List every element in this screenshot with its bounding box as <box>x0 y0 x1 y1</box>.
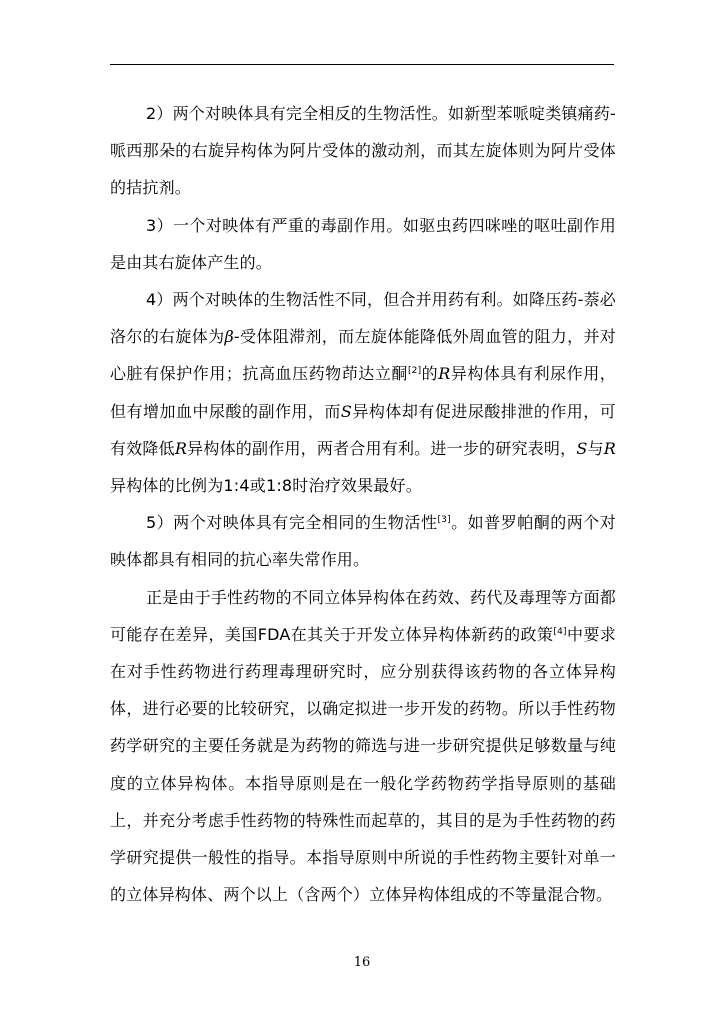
r-label: R <box>438 364 451 384</box>
p4-text-f: 异构体的副作用，两者合用有利。进一步的研究表明， <box>187 438 577 458</box>
p4-text-h: 异构体的比例为1:4或1:8时治疗效果最好。 <box>110 476 422 496</box>
paragraph-4 <box>110 281 616 504</box>
p4-text-e: 异构体却有促进尿酸排泄的作用，可有效降低 <box>110 401 616 458</box>
p4-text-c: 的 <box>421 364 439 384</box>
p6-text-b: 中要求在对手性药物进行药理毒理研究时，应分别获得该药物的各立体异构体，进行必要的比较研究，以确定拟进一步开发的药物。所以手性药物药学研究的主要任务就是为药物的筛选与进一步研究提供足够数量与纯度的立体异构体。本指导原则是在一般化学药物药学指导原则的基础上，并充分考虑手性药物的特殊性而起草的，其目的是为手性药物的药学研究提供一般性的指导。本指导原则中所说的手性药物主要针对单一的立体异构体、两个以上（含两个）立体异构体组成的不等量混合物。 <box>110 624 616 905</box>
page-number: 16 <box>353 955 371 970</box>
r-label: R <box>603 438 616 458</box>
reference-3: [3] <box>437 515 451 526</box>
p6-text-a: 正是由于手性药物的不同立体异构体在药效、药代及毒理等方面都可能存在差异，美国FDA在其关于开发立体异构体新药的政策 <box>110 587 616 644</box>
reference-4: [4] <box>553 626 567 637</box>
header-rule <box>110 64 614 65</box>
paragraph-3: 3）一个对映体有严重的毒副作用。如驱虫药四咪唑的呕吐副作用是由其右旋体产生的。 <box>110 215 616 272</box>
p4-text-a: 4）两个对映体的生物活性不同，但合并用药有利。如降压药-萘必洛尔的右旋体为 <box>110 290 616 347</box>
s-label: S <box>576 438 588 458</box>
p5-text-b: 。如普罗帕酮的两个对映体都具有相同的抗心率失常作用。 <box>110 513 616 570</box>
paragraph-5 <box>110 504 616 578</box>
body-text <box>110 95 616 913</box>
p4-text-b: -受体阻滞剂，而左旋体能降低外周血管的阻力，并对心脏有保护作用；抗高血压药物茚达立酮 <box>110 327 616 384</box>
beta-symbol: β <box>224 327 234 347</box>
reference-2: [2] <box>407 366 422 377</box>
paragraph-6 <box>110 579 616 914</box>
r-label: R <box>174 438 188 458</box>
p4-text-g: 与 <box>587 438 604 458</box>
s-label: S <box>340 401 353 421</box>
p5-text-a: 5）两个对映体具有完全相同的生物活性 <box>146 513 438 533</box>
paragraph-2: 2）两个对映体具有完全相反的生物活性。如新型苯哌啶类镇痛药-哌西那朵的右旋异构体为阿片受体的激动剂，而其左旋体则为阿片受体的拮抗剂。 <box>110 104 616 198</box>
p4-text-d: 异构体具有利尿作用，但有增加血中尿酸的副作用，而 <box>110 364 616 421</box>
